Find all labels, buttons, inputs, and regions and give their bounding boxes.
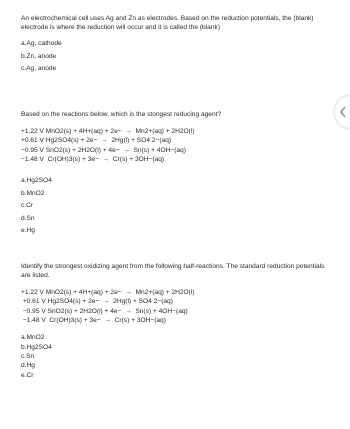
question-3-option-e[interactable]: e.Cr xyxy=(21,371,34,379)
question-1-options xyxy=(21,38,333,76)
half-reaction: +0.61 V Hg2SO4(s) + 2e− → 2Hg(l) + SO4 2−(aq) xyxy=(21,298,173,306)
half-reaction: −0.95 V SnO2(s) + 2H2O(l) + 4e− → Sn(s) + 4OH−(aq) xyxy=(21,307,188,315)
question-3-option-d[interactable]: d.Hg xyxy=(21,362,35,370)
question-1-option-b[interactable]: b.Zn, anode xyxy=(21,52,57,60)
question-3-option-c[interactable]: c.Sn xyxy=(21,352,35,360)
half-reaction: +1.22 V MnO2(s) + 4H+(aq) + 2e− → Mn2+(aq) + 2H2O(l) xyxy=(21,289,195,296)
question-1-option-c[interactable]: c.Ag, anode xyxy=(21,65,57,72)
side-scroll-handle[interactable] xyxy=(335,96,350,128)
half-reaction: −1.48 V Cr(OH)3(s) + 3e− → Cr(s) + 3OH−(aq) xyxy=(21,155,165,163)
question-1-text: An electrochemical cell uses Ag and Zn as electrodes. Based on the reduction potentials, the (blank) electrode is where the reduction will occur and it is called the (blank) xyxy=(21,15,314,31)
question-1 xyxy=(21,14,333,76)
question-3 xyxy=(21,262,333,380)
question-3-options xyxy=(21,333,333,380)
half-reaction: +0.61 V Hg2SO4(s) + 2e− → 2Hg(l) + SO4 2−(aq) xyxy=(21,137,172,145)
half-reaction: −0.95 V SnO2(s) + 2H2O(l) + 4e− → Sn(s) + 4OH−(aq) xyxy=(21,146,186,154)
question-2-options xyxy=(21,175,333,238)
question-2-option-e[interactable]: e.Hg xyxy=(21,227,35,235)
chevron-left-icon xyxy=(339,106,347,118)
question-3-half-reactions xyxy=(21,288,333,325)
question-2-text: Based on the reactions below, which is the stongest reducing agent? xyxy=(21,111,222,118)
question-2-option-a[interactable]: a.Hg2SO4 xyxy=(21,177,52,185)
question-3-text: Identify the strongest oxidizing agent from the following half-reactions. The standard reduction potentials are listed. xyxy=(21,263,325,279)
question-2-half-reactions xyxy=(21,127,333,164)
half-reaction: +1.22 V MnO2(s) + 4H+(aq) + 2e− → Mn2+(aq) + 2H2O(l) xyxy=(21,128,195,135)
question-2-option-b[interactable]: b.MnO2 xyxy=(21,189,45,197)
question-1-option-a[interactable]: a.Ag, cathode xyxy=(21,40,62,47)
half-reaction: −1.48 V Cr(OH)3(s) + 3e− → Cr(s) + 3OH−(aq) xyxy=(21,316,166,324)
question-2-option-c[interactable]: c.Cr xyxy=(21,202,34,210)
question-3-option-b[interactable]: b.Hg2SO4 xyxy=(21,343,52,351)
question-2 xyxy=(21,110,333,238)
question-2-option-d[interactable]: d.Sn xyxy=(21,214,35,222)
question-3-option-a[interactable]: a.MnO2 xyxy=(21,334,45,342)
